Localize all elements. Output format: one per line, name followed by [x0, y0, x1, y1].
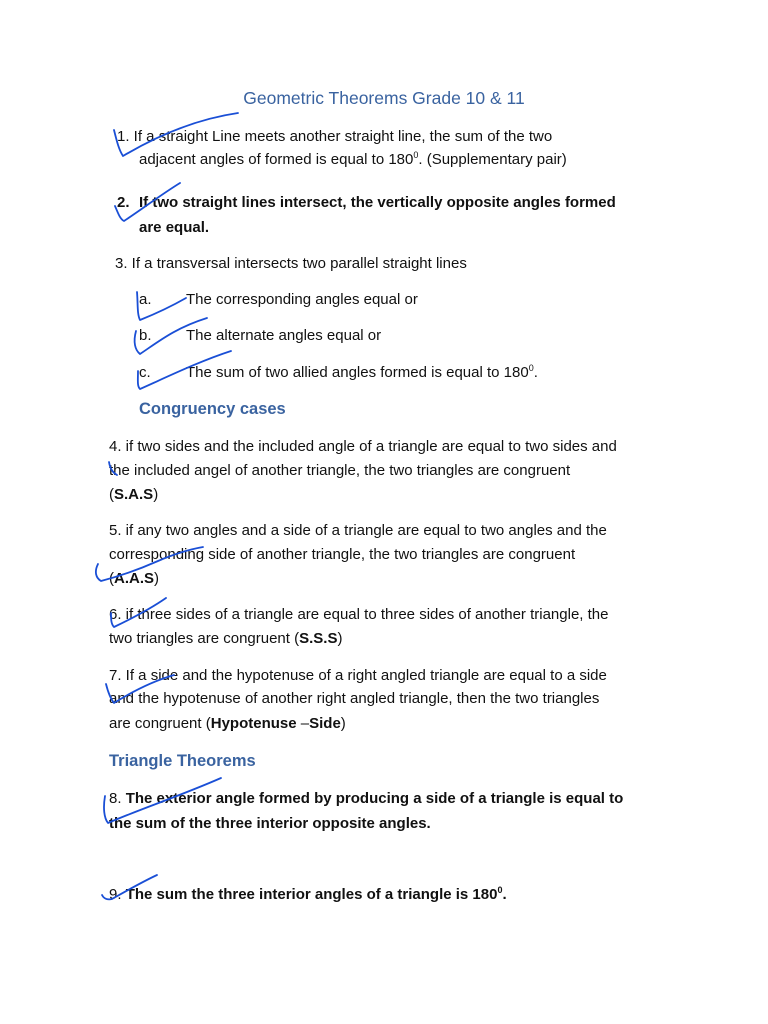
- theorem-3-line-1: 3. If a transversal intersects two parallel straight lines: [115, 255, 467, 272]
- theorem-4-line-2: the included angel of another triangle, the two triangles are congruent: [109, 462, 571, 479]
- theorem-6-line-2: two triangles are congruent (S.S.S): [109, 630, 343, 647]
- theorem-3c-text: The sum of two allied angles formed is equal to $180^0$.: [186, 363, 538, 381]
- theorem-5-line-1: 5. if any two angles and a side of a triangle are equal to two angles and the: [109, 522, 607, 539]
- document-title: Geometric Theorems Grade 10 & 11: [243, 88, 525, 108]
- theorem-7-line-3: are congruent (Hypotenuse –Side): [109, 715, 346, 732]
- theorem-8-line-1: 8. The exterior angle formed by producing a side of a triangle is equal to: [109, 790, 624, 807]
- congruency-cases-heading: Congruency cases: [139, 400, 286, 418]
- theorem-2-line-1: If two straight lines intersect, the vertically opposite angles formed: [139, 194, 616, 211]
- degree-superscript: 0: [497, 885, 503, 895]
- aas-label: A.A.S: [114, 570, 155, 587]
- theorem-4-line-1: 4. if two sides and the included angle of a triangle are equal to two sides and: [109, 438, 617, 455]
- hypotenuse-label: Hypotenuse: [210, 715, 297, 732]
- sss-label: S.S.S: [299, 630, 338, 647]
- theorem-4-line-3: (S.A.S): [109, 486, 159, 503]
- sas-label: S.A.S: [114, 486, 154, 503]
- theorem-3b-text: The alternate angles equal or: [186, 327, 382, 344]
- theorem-1-line-2: adjacent angles of formed is equal to $180^0$. (Supplementary pair): [139, 150, 567, 168]
- theorem-6-line-1: 6. if three sides of a triangle are equal to three sides of another triangle, the: [109, 606, 609, 623]
- theorem-3a-label: a.: [139, 291, 152, 308]
- theorem-2-line-2: are equal.: [139, 219, 210, 236]
- theorem-2-number: 2.: [117, 194, 130, 211]
- theorem-7-line-2: and the hypotenuse of another right angled triangle, then the two triangles: [109, 690, 600, 707]
- theorem-5-line-2: corresponding side of another triangle, the two triangles are congruent: [109, 546, 576, 563]
- theorem-1-line-1: 1. If a straight Line meets another straight line, the sum of the two: [117, 128, 553, 145]
- theorem-7-line-1: 7. If a side and the hypotenuse of a right angled triangle are equal to a side: [109, 667, 607, 684]
- theorem-3b-label: b.: [139, 327, 152, 344]
- theorem-3c-label: c.: [139, 364, 151, 381]
- theorem-3a-text: The corresponding angles equal or: [186, 291, 418, 308]
- triangle-theorems-heading: Triangle Theorems: [109, 752, 256, 770]
- side-label: Side: [309, 715, 341, 732]
- degree-superscript: 0: [413, 150, 419, 160]
- theorem-8-line-2: the sum of the three interior opposite angles.: [109, 815, 431, 832]
- theorem-9-line: 9. The sum the three interior angles of a triangle is $180^0$.: [109, 885, 507, 903]
- degree-superscript: 0: [528, 363, 534, 373]
- theorem-5-line-3: (A.A.S): [109, 570, 160, 587]
